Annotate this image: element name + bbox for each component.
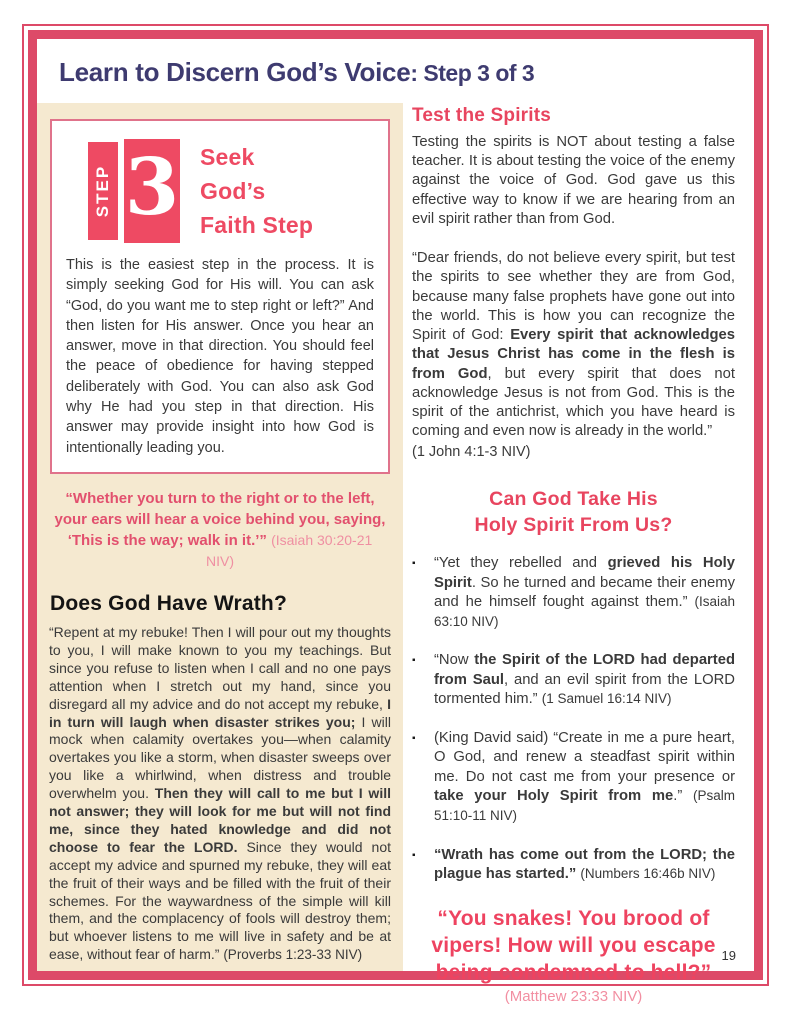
- step-title-line-1: Seek: [200, 144, 255, 170]
- step-label: STEP: [93, 164, 112, 218]
- john-quote-reference: (1 John 4:1-3 NIV): [412, 443, 531, 460]
- step-title-line-2: God’s: [200, 178, 266, 204]
- right-column: [412, 105, 735, 1006]
- bullet-icon: ▪: [412, 732, 416, 744]
- list-item: [412, 554, 735, 632]
- list-item: [412, 729, 735, 827]
- bullet-icon: ▪: [412, 655, 416, 667]
- wrath-heading: Does God Have Wrath?: [50, 591, 287, 615]
- scripture-list: [412, 554, 735, 884]
- snakes-quote: “You snakes! You brood of vipers! How will you escape being condemned to hell?”: [431, 906, 716, 985]
- step-box: [50, 119, 390, 474]
- isaiah-quote-text: “Whether you turn to the right or to the left, your ears will hear a voice behind you, saying, ‘This is the way; walk in it.’”: [54, 489, 386, 549]
- step-description: This is the easiest step in the process. It is simply seeking God for His will. You can ask “God, do you want me to step right or left?” And then listen for His answer. Once you hear an answer, move in that direction. You should feel the peace of obedience for having stepped deliberately with God. You can also ask God why He had you step in that direction. His answer may provide insight into how God is intentionally leading you.: [66, 257, 374, 456]
- page-content: [28, 30, 763, 1006]
- scripture-text: “Now the Spirit of the LORD had departed from Saul, and an evil spirit from the LORD tormented him.” (1 Samuel 16:14 NIV): [434, 652, 735, 708]
- test-spirits-heading: Test the Spirits: [412, 105, 552, 126]
- list-item: [412, 651, 735, 710]
- snakes-quote-reference: (Matthew 23:33 NIV): [504, 988, 643, 1006]
- step-header: [88, 139, 376, 243]
- test-spirits-paragraph: Testing the spirits is NOT about testing a false teacher. It is about testing the voice of the enemy against the voice of God. God gave us this effective way to know if we are hearing from an evil spirit rather than from God.: [412, 134, 735, 227]
- step-label-badge: [88, 142, 118, 240]
- holy-spirit-heading-line-2: Holy Spirit From Us?: [474, 513, 673, 536]
- holy-spirit-heading-line-1: Can God Take His: [489, 487, 658, 510]
- page-title-suffix: : Step 3 of 3: [410, 60, 535, 86]
- holy-spirit-heading: [412, 486, 735, 539]
- isaiah-quote-reference: (Isaiah 30:20-21 NIV): [206, 531, 373, 569]
- left-column: [37, 103, 403, 971]
- page-border: [22, 24, 769, 1006]
- bullet-icon: ▪: [412, 558, 416, 570]
- bullet-icon: ▪: [412, 849, 416, 861]
- step-number-badge: 3: [124, 139, 180, 243]
- page-title-main: Learn to Discern God’s Voice: [59, 57, 411, 87]
- isaiah-quote: [53, 488, 387, 572]
- step-title-line-3: Faith Step: [200, 212, 314, 238]
- john-quote-paragraph: “Dear friends, do not believe every spirit, but test the spirits to see whether they are from God, because many false prophets have gone out into the world. This is how you can recognize the Spirit of God: Every spirit that acknowledges that Jesus Christ has come in the flesh is from God, but every spirit that does not acknowledge Jesus is not from God. This is the spirit of the antichrist, which you have heard is coming and even now is already in the world.”: [412, 250, 735, 440]
- list-item: [412, 846, 735, 885]
- scripture-text: (King David said) “Create in me a pure heart, O God, and renew a steadfast spirit within me. Do not cast me from your presence or take your Holy Spirit from me.” (Psalm 51:10-11 NIV): [434, 729, 735, 823]
- step-title: [200, 140, 313, 242]
- wrath-paragraph: “Repent at my rebuke! Then I will pour out my thoughts to you, I will make known to you my teachings. But since you refuse to listen when I call and no one pays attention when I stretch out my hand, since you disregard all my advice and do not accept my rebuke, I in turn will laugh when disaster strikes you; I will mock when calamity overtakes you—when calamity overtakes you like a storm, when disaster sweeps over you like a whirlwind, when distress and trouble overwhelm you. Then they will call to me but I will not answer; they will look for me but will not find me, since they hated knowledge and did not choose to fear the LORD. Since they would not accept my advice and spurned my rebuke, they will eat the fruit of their ways and be filled with the fruit of their schemes. For the waywardness of the simple will kill them, and the complacency of fools will destroy them; but whoever listens to me will live in safety and be at ease, without fear of harm.” (Proverbs 1:23-33 NIV): [49, 623, 391, 963]
- page-title: [59, 57, 534, 88]
- scripture-text: “Wrath has come out from the LORD; the plague has started.” (Numbers 16:46b NIV): [434, 846, 735, 883]
- page-number: 19: [721, 948, 736, 963]
- scripture-text: “Yet they rebelled and grieved his Holy Spirit. So he turned and became their enemy and he himself fought against them.” (Isaiah 63:10 NIV): [434, 555, 735, 629]
